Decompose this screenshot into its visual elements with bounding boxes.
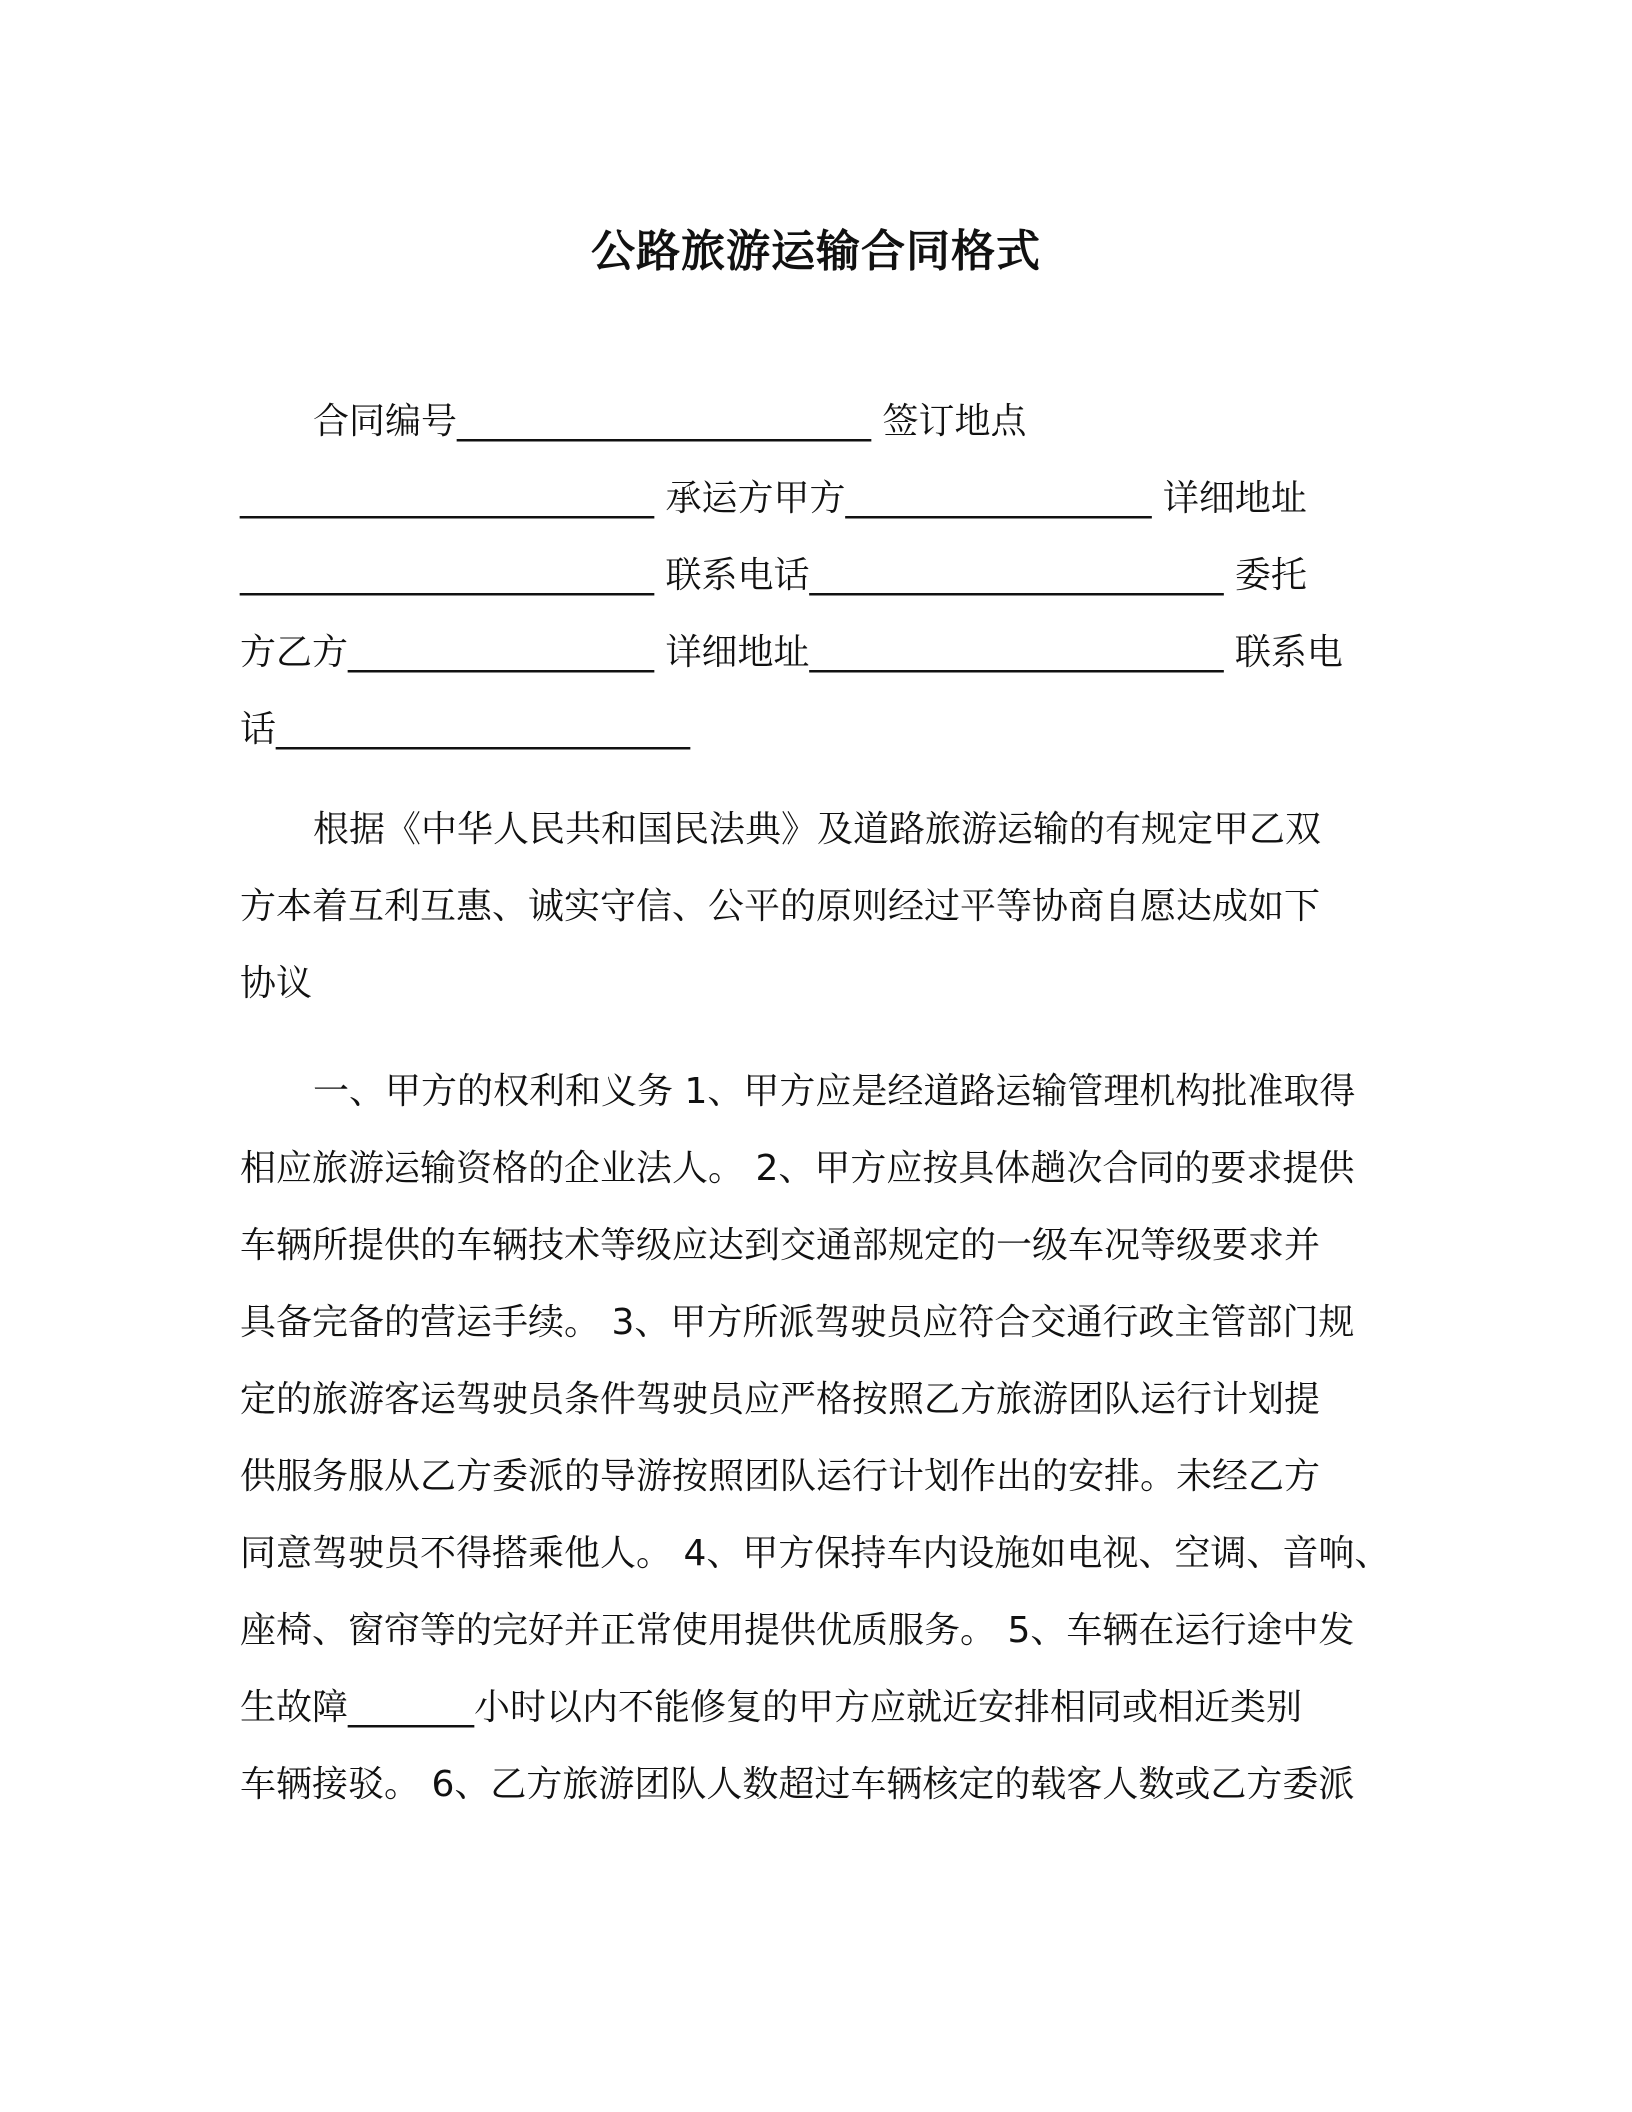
paragraph-line: 合同编号_______________________ 签订地点 <box>313 401 1027 442</box>
paragraph-line: 一、甲方的权利和义务 1、甲方应是经道路运输管理机构批准取得 <box>313 1071 1356 1112</box>
paragraph-line: 协议 <box>240 963 313 1004</box>
paragraph-line: 具备完备的营运手续。 3、甲方所派驾驶员应符合交通行政主管部门规 <box>240 1302 1355 1343</box>
paragraph-line: _______________________ 承运方甲方_________________ 详细地址 <box>240 478 1307 519</box>
paragraph-line: 根据《中华人民共和国民法典》及道路旅游运输的有规定甲乙双 <box>313 809 1322 850</box>
paragraph-line: 方本着互利互惠、诚实守信、公平的原则经过平等协商自愿达成如下 <box>240 886 1321 927</box>
paragraph-line: 同意驾驶员不得搭乘他人。 4、甲方保持车内设施如电视、空调、音响、 <box>240 1533 1391 1574</box>
paragraph-line: 车辆接驳。 6、乙方旅游团队人数超过车辆核定的载客人数或乙方委派 <box>240 1764 1355 1805</box>
paragraph-line: 方乙方_________________ 详细地址_______________________ 联系电 <box>240 632 1343 673</box>
paragraph-line: 话_______________________ <box>240 709 690 750</box>
document-title: 公路旅游运输合同格式 <box>591 226 1041 277</box>
paragraph-line: 车辆所提供的车辆技术等级应达到交通部规定的一级车况等级要求并 <box>240 1225 1321 1266</box>
paragraph-line: 生故障_______小时以内不能修复的甲方应就近安排相同或相近类别 <box>240 1687 1303 1728</box>
paragraph-line: 供服务服从乙方委派的导游按照团队运行计划作出的安排。未经乙方 <box>240 1456 1321 1497</box>
paragraph-line: 相应旅游运输资格的企业法人。 2、甲方应按具体趟次合同的要求提供 <box>240 1148 1355 1189</box>
paragraph-line: 定的旅游客运驾驶员条件驾驶员应严格按照乙方旅游团队运行计划提 <box>240 1379 1321 1420</box>
paragraph-line: 座椅、窗帘等的完好并正常使用提供优质服务。 5、车辆在运行途中发 <box>240 1610 1355 1651</box>
paragraph-line: _______________________ 联系电话_______________________ 委托 <box>240 555 1307 596</box>
